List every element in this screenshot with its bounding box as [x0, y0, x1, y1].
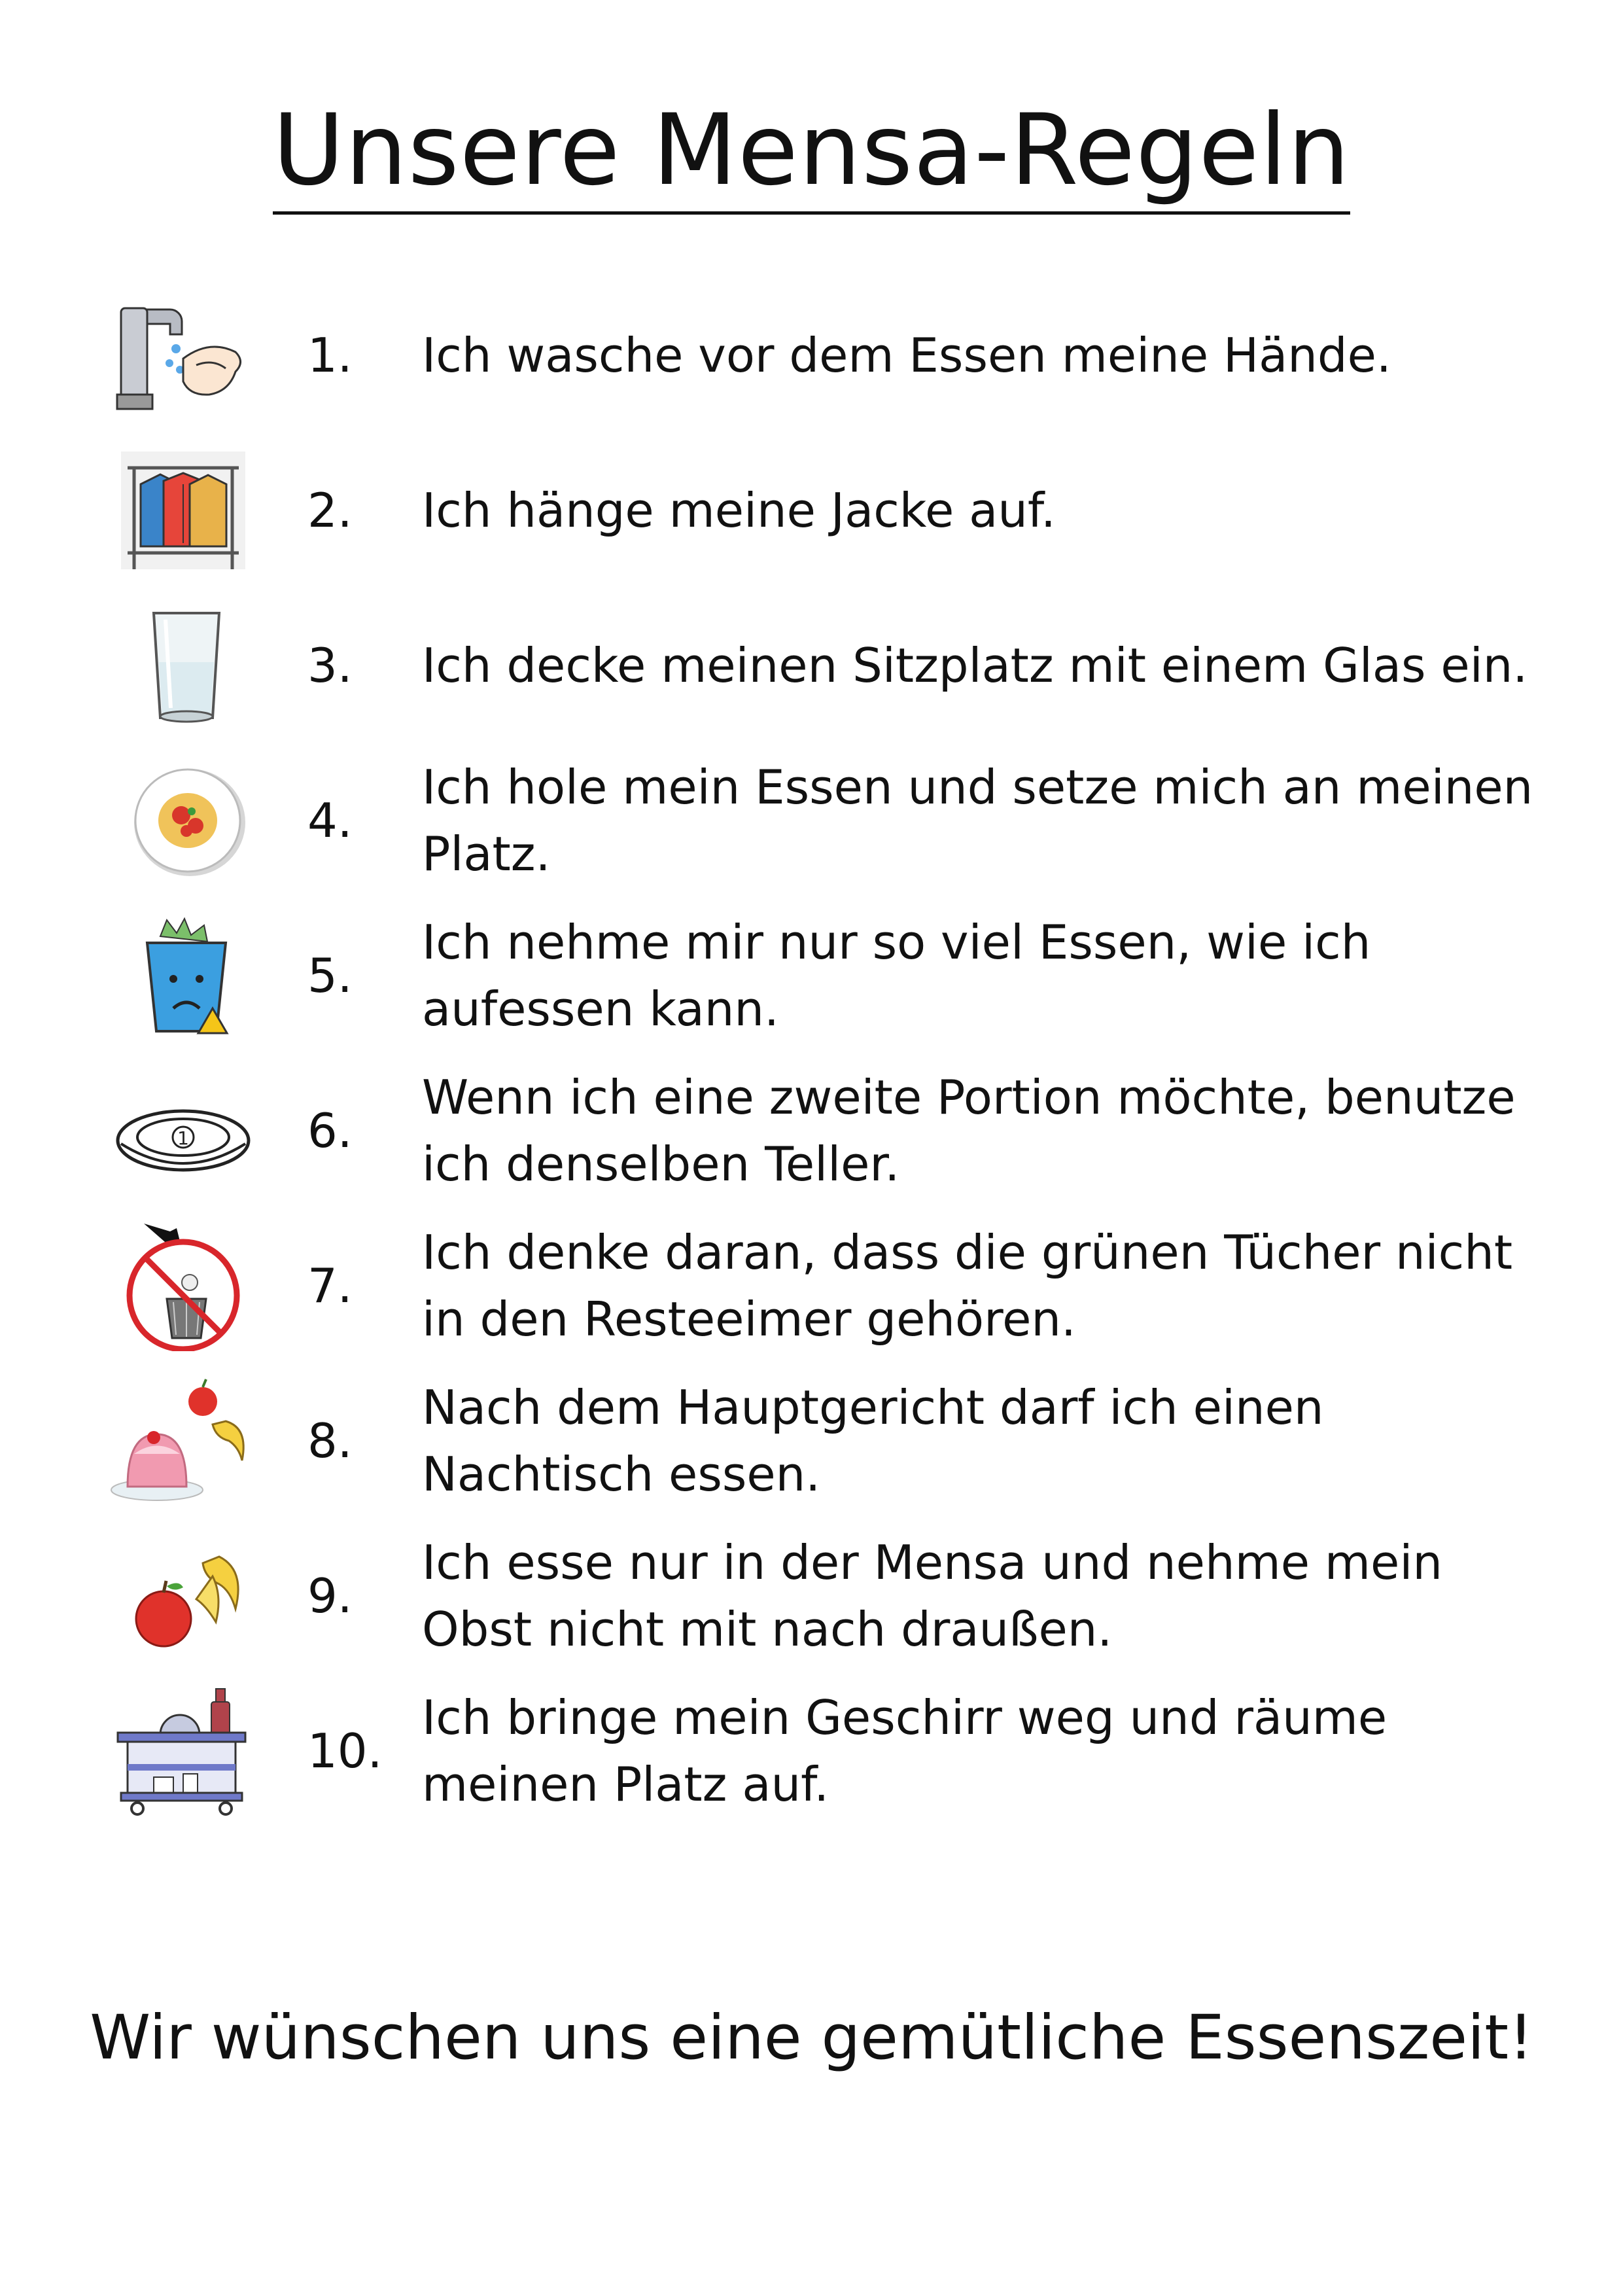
rule-text: Ich wasche vor dem Essen meine Hände.	[422, 328, 1391, 383]
rule-number: 3.	[307, 638, 353, 693]
rule-item-3	[0, 588, 1623, 743]
page-title: Unsere Mensa-Regeln	[0, 92, 1623, 209]
dessert-icon	[108, 1375, 258, 1506]
rule-text: Wenn ich eine zweite Portion möchte, benutze ich denselben Teller.	[422, 1070, 1516, 1192]
plate-number-label: 1	[177, 1127, 189, 1149]
rule-item-4	[0, 743, 1623, 898]
same-plate-icon	[108, 1065, 258, 1196]
rule-item-2	[0, 433, 1623, 588]
sad-trash-bin-icon	[108, 910, 258, 1041]
rule-text: Ich denke daran, dass die grünen Tücher nicht in den Resteeimer gehören.	[422, 1225, 1513, 1347]
rule-number: 1.	[307, 328, 353, 383]
handwashing-icon	[108, 290, 258, 421]
rule-text: Ich esse nur in der Mensa und nehme mein Obst nicht mit nach draußen.	[422, 1535, 1442, 1657]
rule-number: 4.	[307, 793, 353, 848]
rule-number: 2.	[307, 483, 353, 538]
jackets-on-rack-icon	[108, 445, 258, 576]
rule-number: 5.	[307, 948, 353, 1003]
rule-item-8	[0, 1364, 1623, 1518]
rule-number: 6.	[307, 1103, 353, 1158]
rule-number: 8.	[307, 1413, 353, 1468]
rule-item-10	[0, 1674, 1623, 1828]
rule-item-7	[0, 1209, 1623, 1363]
rule-item-9	[0, 1519, 1623, 1673]
rule-text: Ich nehme mir nur so viel Essen, wie ich aufessen kann.	[422, 915, 1371, 1036]
dish-cart-icon	[108, 1686, 258, 1816]
rule-item-5	[0, 898, 1623, 1053]
rule-number: 9.	[307, 1568, 353, 1623]
rule-item-6	[0, 1053, 1623, 1208]
glass-icon	[108, 600, 258, 731]
fruit-icon	[108, 1530, 258, 1661]
plate-of-food-icon	[108, 755, 258, 886]
rule-item-1	[0, 278, 1623, 433]
rule-text: Ich hänge meine Jacke auf.	[422, 483, 1056, 538]
rule-text: Ich bringe mein Geschirr weg und räume meinen Platz auf.	[422, 1690, 1387, 1812]
rule-number: 7.	[307, 1258, 353, 1313]
rule-number: 10.	[307, 1723, 383, 1778]
closing-message: Wir wünschen uns eine gemütliche Essenszeit!	[90, 2002, 1533, 2074]
rule-text: Nach dem Hauptgericht darf ich einen Nachtisch essen.	[422, 1380, 1324, 1502]
rule-text: Ich decke meinen Sitzplatz mit einem Glas ein.	[422, 638, 1528, 693]
no-napkin-in-bin-icon	[108, 1220, 258, 1351]
rule-text: Ich hole mein Essen und setze mich an meinen Platz.	[422, 760, 1533, 881]
